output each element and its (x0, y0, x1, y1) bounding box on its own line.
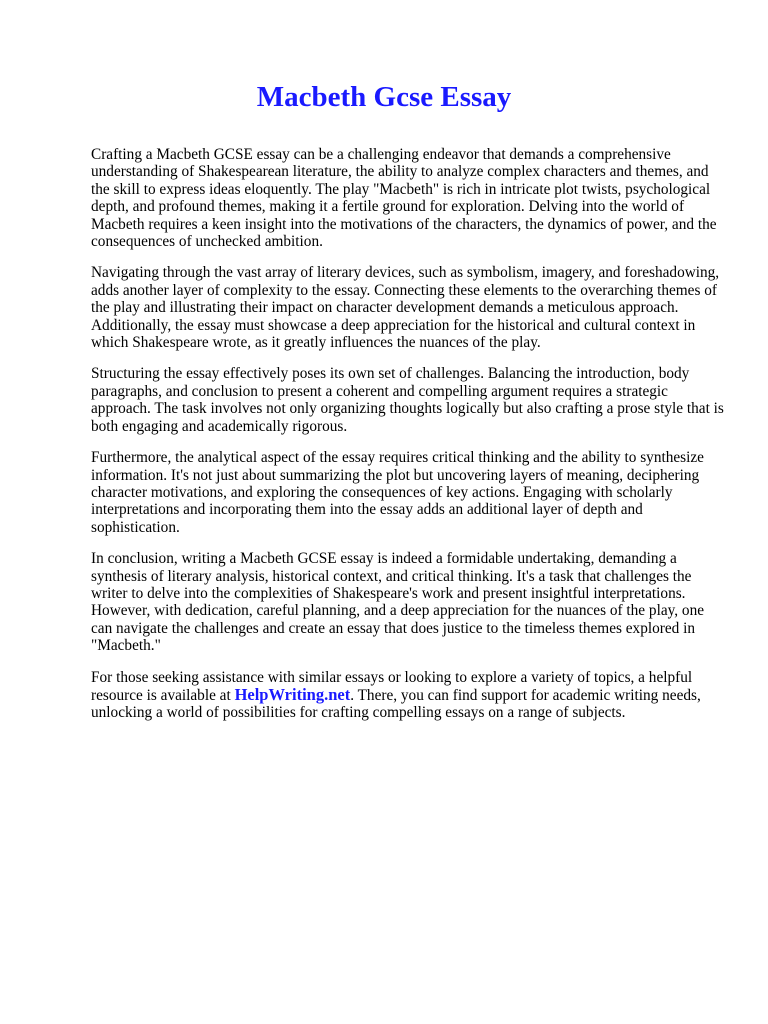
essay-body (91, 146, 725, 736)
page-title: Macbeth Gcse Essay (256, 81, 512, 113)
paragraph-6 (91, 669, 725, 722)
paragraph-4: Furthermore, the analytical aspect of the essay requires critical thinking and the ability to synthesize information. It's not just about summarizing the plot but uncovering layers of meaning, deciphering character motivations, and exploring the consequences of key actions. Engaging with scholarly interpretations and incorporating them into the essay adds an additional layer of depth and sophistication. (91, 449, 704, 536)
paragraph-2: Navigating through the vast array of literary devices, such as symbolism, imagery, and foreshadowing, adds another layer of complexity to the essay. Connecting these elements to the overarching themes of the play and illustrating their impact on character development demands a meticulous approach. Additionally, the essay must showcase a deep appreciation for the historical and cultural context in which Shakespeare wrote, as it greatly influences the nuances of the play. (91, 264, 720, 352)
helpwriting-link[interactable]: HelpWriting.net (234, 684, 351, 704)
paragraph-1: Crafting a Macbeth GCSE essay can be a challenging endeavor that demands a comprehensive understanding of Shakespearean literature, the ability to analyze complex characters and themes, and the skill to express ideas eloquently. The play "Macbeth" is rich in intricate plot twists, psychological depth, and profound themes, making it a fertile ground for exploration. Delving into the world of Macbeth requires a keen insight into the motivations of the characters, the dynamics of power, and the consequences of unchecked ambition. (91, 146, 717, 251)
paragraph-3: Structuring the essay effectively poses its own set of challenges. Balancing the introduction, body paragraphs, and conclusion to present a coherent and compelling argument requires a strategic approach. The task involves not only organizing thoughts logically but also crafting a prose style that is both engaging and academically rigorous. (91, 365, 724, 435)
paragraph-5: In conclusion, writing a Macbeth GCSE essay is indeed a formidable undertaking, demanding a synthesis of literary analysis, historical context, and critical thinking. It's a task that challenges the writer to delve into the complexities of Shakespeare's work and present insightful interpretations. However, with dedication, careful planning, and a deep appreciation for the nuances of the play, one can navigate the challenges and create an essay that does justice to the timeless themes explored in "Macbeth." (91, 550, 705, 655)
paragraph-6-before-link: For those seeking assistance with similar essays or looking to explore a variety of topics, a helpful resource is available at (91, 668, 693, 704)
paragraph-6-after-link: . There, you can find support for academic writing needs, unlocking a world of possibilities for crafting compelling essays on a range of subjects. (91, 686, 701, 722)
